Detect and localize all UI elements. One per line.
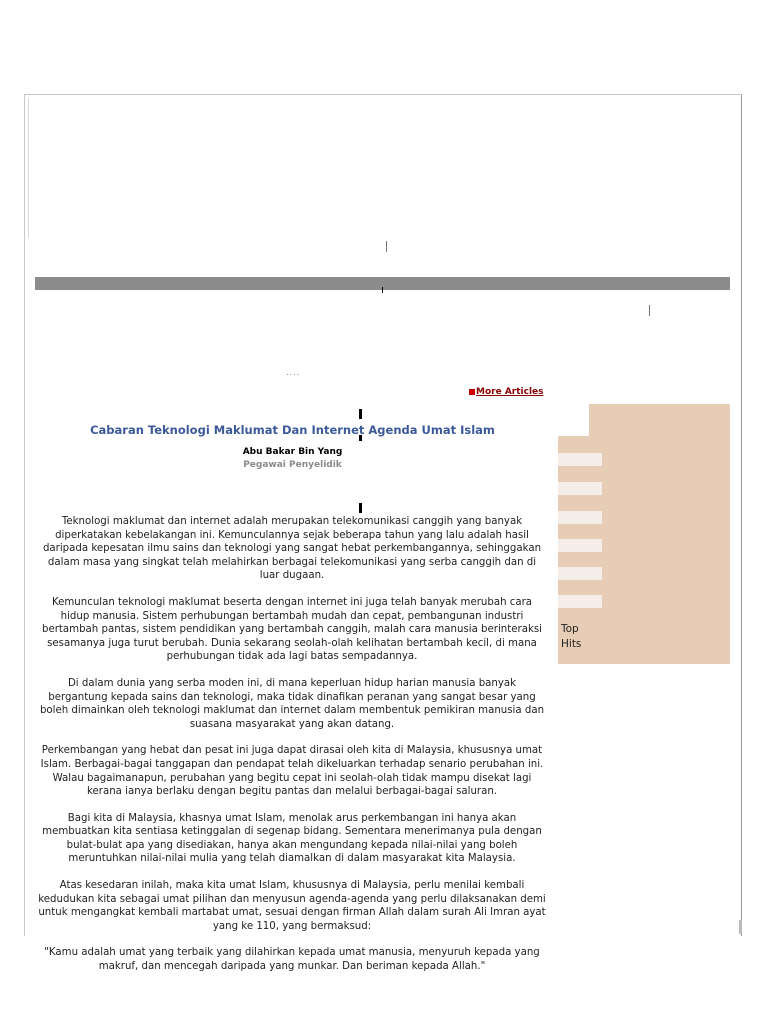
sidebar-row[interactable] — [558, 482, 602, 495]
frame-divider — [28, 98, 29, 238]
bullet-icon — [469, 389, 475, 395]
article-paragraph: Atas kesedaran inilah, maka kita umat Islam, khususnya di Malaysia, perlu menilai kembali kedudukan kita sebagai umat pilihan dan menyusun agenda-agenda yang perlu dilaksanakan demi untuk mengangkat kembali martabat umat, sesuai dengan firman Allah dalam surah Ali Imran ayat yang ke 110, yang bermaksud: — [38, 880, 546, 932]
article-paragraph: Perkembangan yang hebat dan pesat ini juga dapat dirasai oleh kita di Malaysia, khususnya umat Islam. Berbagai-bagai tanggapan dan pendapat telah dikeluarkan terhadap senario perubahan ini. Walau bagaimanapun, perubahan yang begitu cepat ini seolah-olah tidak mampu disekat lagi kerana ianya berlaku dengan begitu pantas dan melalui berbagai-bagai saluran. — [40, 745, 544, 798]
top-hits-sidebar — [558, 404, 730, 664]
article-author: Abu Bakar Bin Yang — [242, 447, 343, 457]
scrollbar-edge — [739, 920, 742, 934]
article-paragraph: Teknologi maklumat dan internet adalah merupakan telekomunikasi canggih yang banyak diperkatakan kebelakangan ini. Kemunculannya sejak beberapa tahun yang lalu adalah hasil daripada kepesatan ilmu sains dan teknologi yang sangat hebat perkembangannya, sehinggakan dalam masa yang singkat telah melahirkan berbagai telekomunikasi yang serba canggih dan di luar dugaan. — [42, 516, 542, 582]
sidebar-notch — [558, 404, 589, 436]
sidebar-row[interactable] — [558, 595, 602, 608]
divider-tick — [386, 241, 387, 252]
tiny-text: .... — [286, 368, 301, 377]
more-articles-label: More Articles — [476, 387, 544, 397]
top-hits-heading — [561, 622, 581, 652]
article-paragraph: Kemunculan teknologi maklumat beserta dengan internet ini juga telah banyak merubah cara hidup manusia. Sistem perhubungan bertambah mudah dan cepat, pembangunan industri bertambah pantas, sistem pendidikan yang bertambah canggih, malah cara manusia berinteraksi sesamanya juga turut berubah. Dunia sekarang seolah-olah kelihatan bertambah kecil, di mana perhubungan tidak ada lagi batas sempadannya. — [42, 596, 542, 663]
article-paragraph: Di dalam dunia yang serba moden ini, di mana keperluan hidup harian manusia banyak bergantung kepada sains dan teknologi, maka tidak dinafikan peranan yang sangat besar yang boleh dimainkan oleh teknologi maklumat dan internet dalam membentuk pemikiran manusia dan suasana masyarakat yang akan datang. — [39, 677, 545, 730]
more-articles-link[interactable] — [469, 387, 544, 397]
divider-tick — [382, 287, 383, 293]
sidebar-row[interactable] — [558, 567, 602, 580]
sidebar-row[interactable] — [558, 539, 602, 552]
sidebar-row[interactable] — [558, 453, 602, 466]
article-body — [38, 515, 546, 987]
sidebar-row[interactable] — [558, 511, 602, 524]
article-paragraph: Bagi kita di Malaysia, khasnya umat Islam, menolak arus perkembangan ini hanya akan membuatkan kita sentiasa ketinggalan di segenap bidang. Sementara menerimanya pula dengan bulat-bulat apa yang disediakan, hanya akan mengundang kepada nilai-nilai yang boleh meruntuhkan nilai-nilai mulia yang telah diamalkan di dalam masyarakat kita Malaysia. — [42, 812, 542, 865]
author-position: Pegawai Penyelidik — [243, 460, 342, 470]
article-paragraph: "Kamu adalah umat yang terbaik yang dilahirkan kepada umat manusia, menyuruh kepada yang makruf, dan mencegah daripada yang munkar. Dan beriman kepada Allah." — [44, 947, 540, 973]
article-title: Cabaran Teknologi Maklumat Dan Internet Agenda Umat Islam — [90, 423, 495, 437]
divider-tick — [649, 305, 650, 316]
top-hits-line: Top — [561, 623, 579, 635]
top-hits-line: Hits — [561, 638, 582, 650]
text-cursor — [359, 503, 362, 513]
text-cursor — [359, 409, 362, 419]
